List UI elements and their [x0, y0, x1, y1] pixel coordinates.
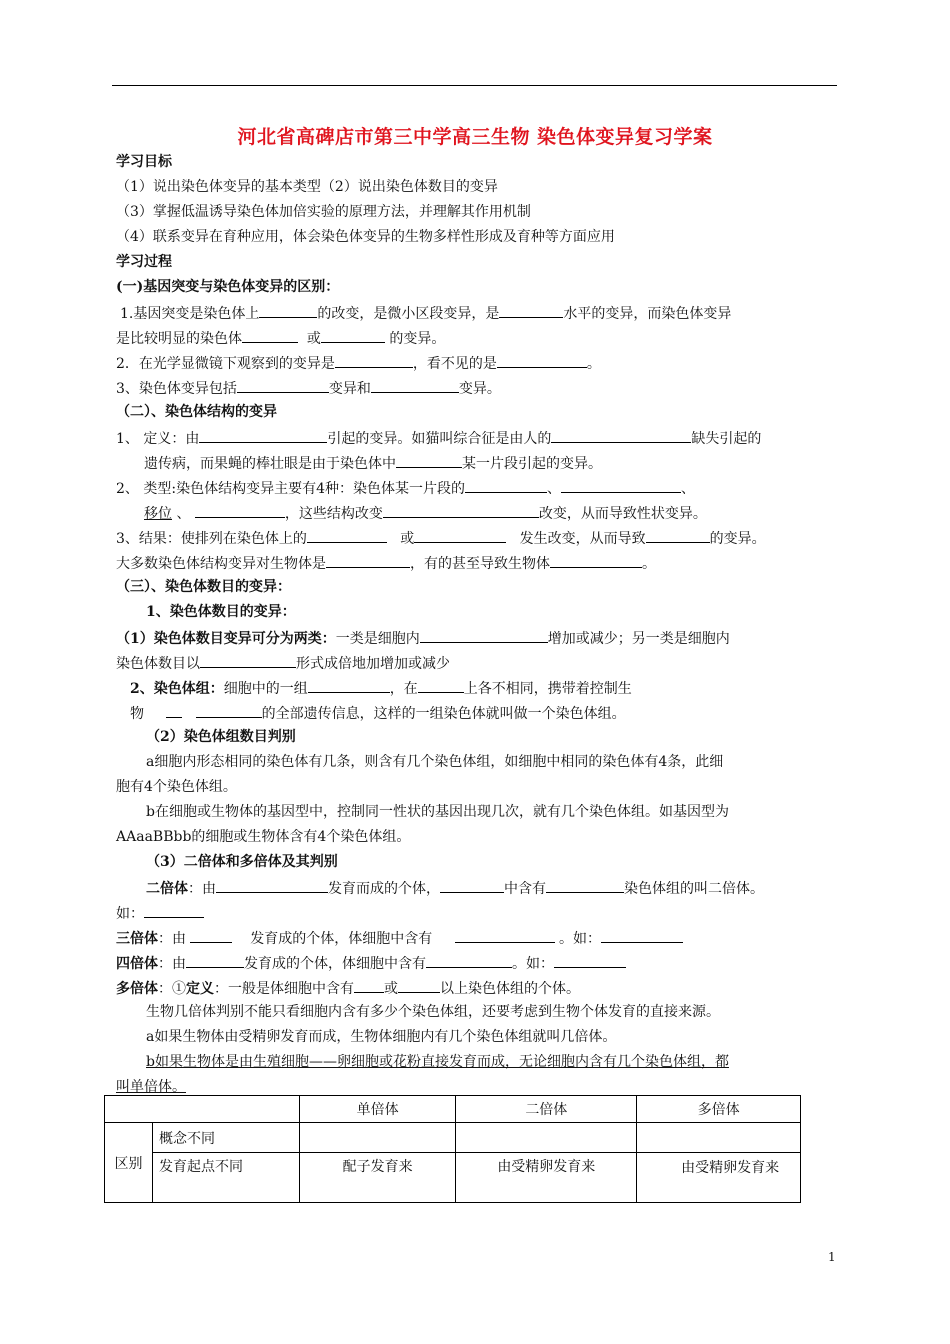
table-cell — [299, 1123, 456, 1153]
rule-a-line-2: 胞有4个染色体组。 — [116, 779, 237, 795]
s2-line-1: 1、 定义：由 引起的变异。如猫叫综合征是由人的 缺失引起的 — [116, 428, 761, 448]
rule-b-line-1: b在细胞或生物体的基因型中，控制同一性状的基因出现几次，就有几个染色体组。如基因型为 — [146, 804, 729, 820]
note-line-1: 生物几倍体判别不能只看细胞内含有多少个染色体组，还要考虑到生物个体发育的直接来源。 — [146, 1004, 720, 1020]
rule-a-line-1: a细胞内形态相同的染色体有几条，则含有几个染色体组，如细胞中相同的染色体有4条，此细 — [146, 754, 724, 770]
s2-line-3: 2、 类型:染色体结构变异主要有4种：染色体某一片段的 、 、 — [116, 478, 695, 498]
diploid-example: 如： — [116, 903, 204, 923]
header-rule — [112, 85, 837, 86]
s2-line-2: 遗传病，而果蝇的棒壮眼是由于染色体中 某一片段引起的变异。 — [144, 453, 602, 473]
table-cell: 由受精卵发育来 — [637, 1153, 801, 1203]
table-cell — [456, 1123, 637, 1153]
goal-item: （3）掌握低温诱导染色体加倍实验的原理方法，并理解其作用机制 — [116, 204, 531, 220]
triploid-line: 三倍体：由 发育成的个体，体细胞中含有 。如： — [116, 928, 683, 948]
rule-b-line-2: AAaaBBbb的细胞或生物体含有4个染色体组。 — [116, 829, 411, 845]
s3-line-1: （1）染色体数目变异可分为两类：一类是细胞内 增加或减少；另一类是细胞内 — [116, 628, 730, 648]
note-line-3: b如果生物体是由生殖细胞——卵细胞或花粉直接发育而成，无论细胞内含有几个染色体组，都 — [146, 1054, 729, 1070]
note-line-4: 叫单倍体。 — [116, 1079, 186, 1095]
tetraploid-line: 四倍体：由 发育成的个体，体细胞中含有 。如： — [116, 953, 626, 973]
s3-line-2: 染色体数目以 形式成倍地加增加或减少 — [116, 653, 450, 673]
goals-heading: 学习目标 — [116, 154, 172, 170]
s3-subheading-1: 1、染色体数目的变异： — [146, 604, 296, 620]
section-2-heading: （二）、染色体结构的变异 — [116, 404, 277, 420]
table-cell: 由受精卵发育来 — [456, 1153, 637, 1203]
document-title: 河北省高碑店市第三中学高三生物 染色体变异复习学案 — [237, 126, 713, 148]
table-cell — [637, 1123, 801, 1153]
s2-line-6: 大多数染色体结构变异对生物体是 ，有的甚至导致生物体 。 — [116, 553, 656, 573]
s1-line-4: 3、染色体变异包括 变异和 变异。 — [116, 378, 501, 398]
s3-line-3: 2、染色体组：细胞中的一组 ，在 上各不相同，携带着控制生 — [130, 678, 632, 698]
s2-line-4: 移位 、 ，这些结构改变 改变，从而导致性状变异。 — [144, 503, 707, 523]
page-number: 1 — [828, 1250, 836, 1264]
diploid-line: 二倍体：由 发育而成的个体， 中含有 染色体组的叫二倍体。 — [146, 878, 764, 898]
table-row — [105, 1153, 801, 1203]
table-header-cell — [105, 1096, 300, 1123]
s1-line-2: 是比较明显的染色体 或 的变异。 — [116, 328, 445, 348]
section-1-heading: (一)基因突变与染色体变异的区别： — [116, 279, 340, 295]
table-header-cell: 多倍体 — [637, 1096, 801, 1123]
s3-line-4: 物 的全部遗传信息，这样的一组染色体就叫做一个染色体组。 — [130, 703, 626, 723]
polyploid-line: 多倍体：①定义：一般是体细胞中含有 或 以上染色体组的个体。 — [116, 978, 580, 998]
s3-subheading-2: （2）染色体组数目判别 — [146, 729, 296, 745]
table-row-label: 发育起点不同 — [152, 1153, 299, 1203]
s1-line-1: 1.基因突变是染色体上 的改变，是微小区段变异，是 水平的变异，而染色体变异 — [120, 303, 731, 323]
s2-line-5: 3、结果：使排列在染色体上的 或 发生改变，从而导致 的变异。 — [116, 528, 766, 548]
comparison-table — [104, 1095, 801, 1203]
s1-line-3: 2．在光学显微镜下观察到的变异是 ，看不见的是 。 — [116, 353, 601, 373]
table-row-label: 概念不同 — [152, 1123, 299, 1153]
goal-item: （1）说出染色体变异的基本类型（2）说出染色体数目的变异 — [116, 179, 498, 195]
table-group-label: 区别 — [105, 1123, 153, 1203]
table-cell: 配子发育来 — [299, 1153, 456, 1203]
table-header-row — [105, 1096, 801, 1123]
s3-subheading-3: （3）二倍体和多倍体及其判别 — [146, 854, 338, 870]
table-header-cell: 单倍体 — [299, 1096, 456, 1123]
table-header-cell: 二倍体 — [456, 1096, 637, 1123]
goal-item: （4）联系变异在育种应用，体会染色体变异的生物多样性形成及育种等方面应用 — [116, 229, 615, 245]
section-3-heading: （三）、染色体数目的变异： — [116, 579, 291, 595]
process-heading: 学习过程 — [116, 254, 172, 270]
table-row — [105, 1123, 801, 1153]
note-line-2: a如果生物体由受精卵发育而成，生物体细胞内有几个染色体组就叫几倍体。 — [146, 1029, 617, 1045]
